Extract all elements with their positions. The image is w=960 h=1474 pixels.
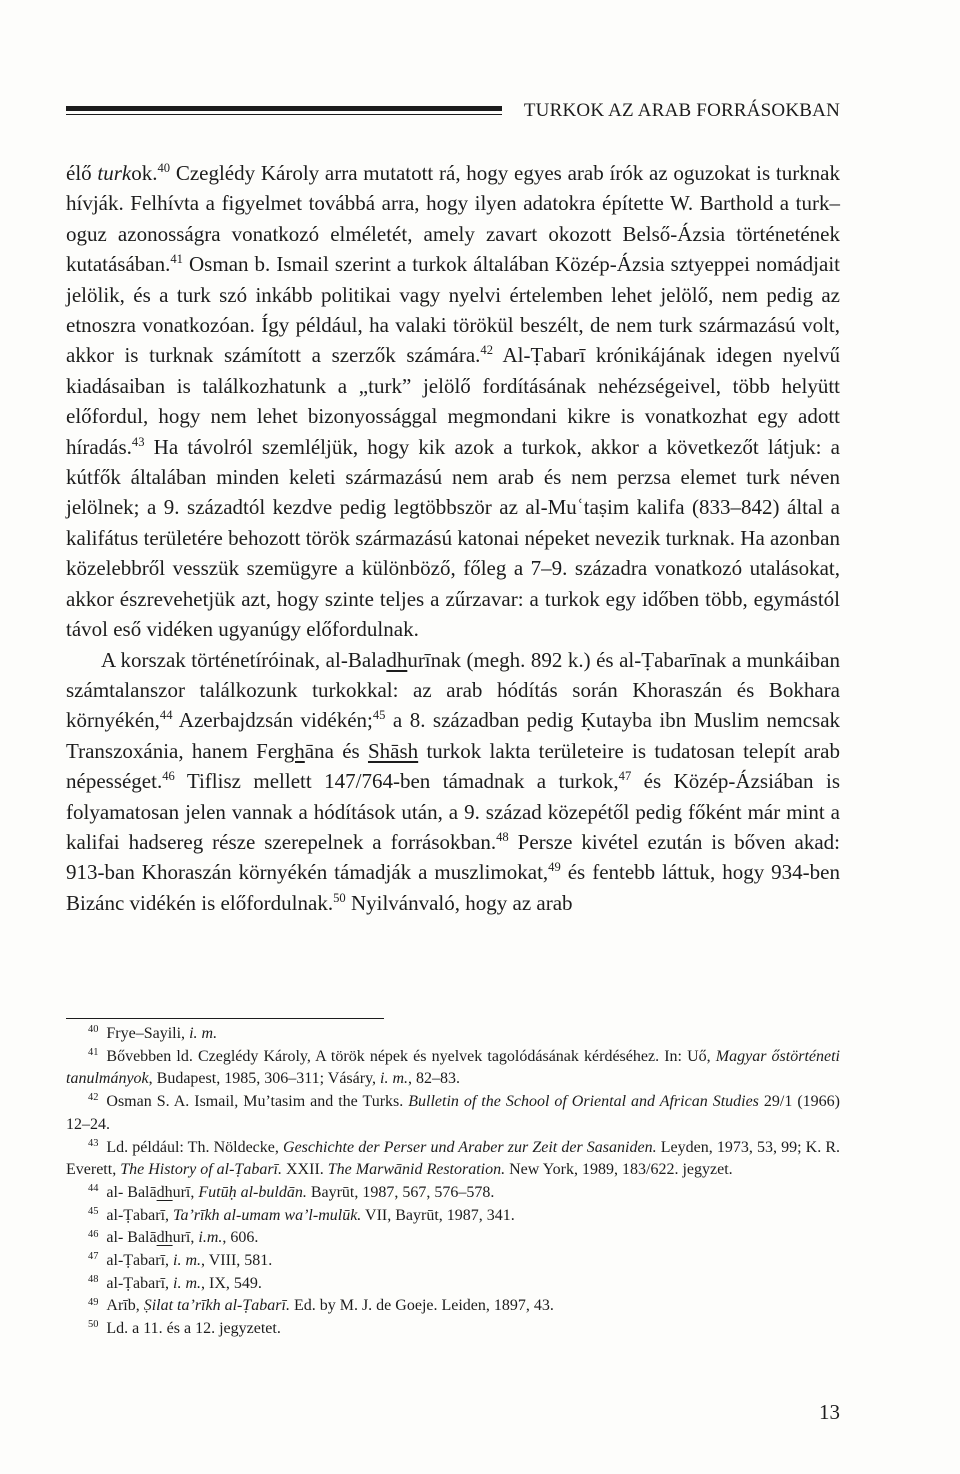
footnote-separator xyxy=(66,1018,384,1019)
footnote-text: Ld. például: Th. Nöldecke, xyxy=(106,1138,284,1156)
footnote-text: Ed. by M. J. de Goeje. Leiden, 1897, 43. xyxy=(289,1297,554,1315)
footnote-ref-50[interactable]: 50 xyxy=(333,890,346,905)
footnote-text: XXII. xyxy=(282,1161,328,1179)
footnote-text: Osman S. A. Ismail, Mu’tasim and the Turks. xyxy=(106,1093,409,1111)
footnote-text: Bővebben ld. Czeglédy Károly, A török népek és nyelvek tagolódásának kérdéséhez. In: Uő, xyxy=(106,1047,716,1065)
footnote-ref-44[interactable]: 44 xyxy=(159,708,173,723)
footnote-number: 49 xyxy=(88,1296,99,1308)
footnote-text: , Budapest, 1985, 306–311; Vásáry, xyxy=(148,1070,381,1088)
footnote-number: 46 xyxy=(88,1228,99,1240)
footnote-text: New York, 1989, 183/622. jegyzet. xyxy=(505,1161,733,1179)
text-run: Ha távolról szemléljük, hogy kik azok a turkok, akkor a következőt látjuk: a kútfők általában minden keleti származású nem arab és nem perzsa elemet turk néven jelölnek; a 9. századtól kezdve pedig legtöbbször az al-Muʿtaṣim kalifa (833–842) által a kalifátus területére behozott török származású katonai népeket nevezik turknak. Ha azonban közelebbről vesszük szemügyre a különböző, főleg a 7–9. századra vonatkozó utalásokat, akkor észrevehetjük azt, hogy szinte teljes a zűrzavar: a turkok egy időben több, egymástól távol eső vidéken ugyanúgy előfordulnak. xyxy=(66,434,840,642)
text-run: Persze kivétel ezután is bőven akad: 913-ban Khoraszán környékén támadják a muszlimokat, xyxy=(66,829,840,885)
footnote-41 xyxy=(66,1046,840,1091)
footnote-49 xyxy=(66,1295,840,1318)
footnote-text: al- Balā xyxy=(106,1183,157,1201)
footnote-text: al-Ṭabarī, xyxy=(106,1252,174,1270)
footnote-italic: Futūḥ al-buldān. xyxy=(198,1183,307,1201)
footnote-text: urī, xyxy=(172,1229,199,1247)
footnote-46 xyxy=(66,1227,840,1250)
footnote-number: 42 xyxy=(88,1092,99,1104)
page-number: 13 xyxy=(819,1400,840,1424)
text-run: Czeglédy Károly arra mutatott rá, hogy egyes arab írók az oguzokat is turknak hívják. Felhívta a figyelmet továbbá arra, hogy ilyen adatokra építette W. Barthold a turk–oguz azonosságra vonatkozó elméletét, amely zavart okozott Belső-Ázsia történetének kutatásában. xyxy=(66,161,841,277)
footnote-text: Ld. a 11. és a 12. jegyzetet. xyxy=(106,1320,281,1338)
footnote-text: , 82–83. xyxy=(408,1070,461,1088)
text-run: Azerbajdzsán vidékén; xyxy=(172,708,373,733)
underlined-transliteration: gh xyxy=(283,738,305,763)
footnote-italic: i. m. xyxy=(380,1070,409,1088)
footnote-number: 45 xyxy=(88,1205,99,1217)
text-run: A korszak történetíróinak, al-Bala xyxy=(101,647,387,672)
footnote-48 xyxy=(66,1273,840,1296)
footnote-number: 44 xyxy=(88,1183,99,1195)
footnote-text: al-Ṭabarī, xyxy=(106,1206,174,1224)
footnote-text: Frye–Sayili, xyxy=(106,1025,190,1042)
text-run: urīnak (megh. 892 k.) és al-Ṭabarīnak a munkáiban számtalanszor találkozunk turkokkal: az arab hódítás során Khoraszán és Bokhara környékén, xyxy=(66,647,840,733)
text-run: Tiflisz mellett 147/764-ben támadnak a turkok, xyxy=(174,769,619,794)
footnote-italic: i.m. xyxy=(198,1229,223,1247)
footnote-text: Bayrūt, 1987, 567, 576–578. xyxy=(306,1183,495,1201)
body-text xyxy=(66,158,840,918)
footnote-text: al- Balā xyxy=(106,1229,157,1247)
footnote-text: , VIII, 581. xyxy=(201,1252,273,1270)
footnote-italic: Ta’rīkh al-umam wa’l-mulūk. xyxy=(173,1206,362,1224)
header-rule-thin xyxy=(66,114,502,115)
footnote-44 xyxy=(66,1182,840,1205)
footnote-ref-49[interactable]: 49 xyxy=(548,860,561,875)
underlined-transliteration: dh xyxy=(386,647,408,672)
footnotes xyxy=(66,1023,840,1341)
text-run: Al-Ṭabarī krónikájának idegen nyelvű kiadásaiban is találkozhatunk a „turk” jelölő fordításának nehézségeivel, több helyütt előfordul, hogy nem lehet bizonyossággal megmondani kikre is vonatkozhat egy adott híradás. xyxy=(66,343,841,459)
footnote-italic: Geschichte der Perser und Araber zur Zeit der Sasaniden. xyxy=(283,1138,657,1156)
text-run: Nyilvánvaló, hogy az arab xyxy=(345,890,573,915)
footnote-text: VII, Bayrūt, 1987, 341. xyxy=(361,1206,515,1224)
footnote-43 xyxy=(66,1137,840,1182)
text-run: Osman b. Ismail szerint a turkok általában Közép-Ázsia sztyeppei nomádjait jelölik, és a turk szó inkább politikai vagy nyelvi értelemben lehet jelölő, nem pedig az etnoszra vonatkozóan. Így például, ha valaki törökül beszélt, de nem turk származású volt, akkor is turknak számított a szerzők számára. xyxy=(66,252,840,368)
text-run: a 8. században pedig Ḳutayba ibn Muslim nemcsak Transzoxánia, hanem Fer xyxy=(66,708,841,763)
footnote-number: 43 xyxy=(88,1137,99,1149)
footnote-text: 29/1 (1966) 12–24. xyxy=(66,1093,840,1133)
footnote-number: 48 xyxy=(88,1274,99,1286)
footnote-ref-48[interactable]: 48 xyxy=(496,829,509,844)
footnote-text: al-Ṭabarī, xyxy=(106,1274,174,1292)
paragraph-2 xyxy=(66,645,840,919)
footnote-number: 50 xyxy=(88,1319,99,1331)
footnote-italic: i. m. xyxy=(173,1252,202,1270)
footnote-text: , IX, 549. xyxy=(201,1274,262,1292)
text-run: és fentebb láttuk, hogy 934-ben Bizánc vidékén is előfordulnak. xyxy=(66,860,840,915)
running-head: TURKOK AZ ARAB FORRÁSOKBAN xyxy=(523,100,840,121)
footnote-italic: Bulletin of the School of Oriental and African Studies xyxy=(408,1093,759,1111)
footnote-42 xyxy=(66,1091,840,1136)
footnote-italic: Ṣilat ta’rīkh al-Ṭabarī. xyxy=(143,1297,290,1315)
text-run: és Közép-Ázsiában is folyamatosan jelen vannak a hódítások után, a 9. század közepétől pedig főként már mint a kalifai hadsereg része szerepelnek a forrásokban. xyxy=(66,769,840,854)
footnote-number: 40 xyxy=(88,1024,99,1036)
page-header xyxy=(66,100,840,130)
footnote-text: Arīb, xyxy=(106,1297,144,1315)
footnote-ref-41[interactable]: 41 xyxy=(170,252,183,267)
footnote-italic: The Marwānid Restoration. xyxy=(327,1161,506,1179)
footnote-40 xyxy=(66,1023,840,1046)
footnote-italic: Magyar őstörténeti tanulmányok xyxy=(66,1047,840,1088)
footnote-45 xyxy=(66,1205,840,1228)
footnote-ref-46[interactable]: 46 xyxy=(162,768,175,783)
footnote-number: 47 xyxy=(88,1251,99,1263)
text-run: ok. xyxy=(131,161,158,185)
underlined-transliteration: Shāsh xyxy=(367,738,419,763)
footnote-ref-40[interactable]: 40 xyxy=(157,160,171,175)
footnote-ref-42[interactable]: 42 xyxy=(480,343,493,358)
footnote-number: 41 xyxy=(88,1046,99,1058)
footnote-text: urī, xyxy=(172,1183,199,1201)
text-run: élő xyxy=(66,161,98,185)
footnote-ref-45[interactable]: 45 xyxy=(372,708,386,723)
footnote-ref-47[interactable]: 47 xyxy=(618,768,632,783)
footnote-italic: i. m. xyxy=(173,1274,202,1292)
text-run: āna és xyxy=(304,738,368,763)
text-run: turkok lakta területeire is tudatosan telepít arab népességet. xyxy=(66,738,840,794)
footnote-italic: The History of al-Ṭabarī. xyxy=(120,1161,282,1179)
footnote-text: Leyden, 1973, 53, 99; K. R. Everett, xyxy=(66,1138,841,1179)
footnote-47 xyxy=(66,1250,840,1273)
italic-term: turk xyxy=(97,161,132,185)
footnote-underline: dh xyxy=(156,1229,173,1247)
footnote-ref-43[interactable]: 43 xyxy=(131,434,145,449)
footnote-italic: i. m. xyxy=(189,1025,218,1042)
footnote-text: , 606. xyxy=(222,1229,259,1247)
paragraph-1 xyxy=(66,158,840,645)
header-rule-thick xyxy=(66,106,502,111)
footnote-underline: dh xyxy=(156,1183,173,1201)
footnote-50 xyxy=(66,1318,840,1341)
